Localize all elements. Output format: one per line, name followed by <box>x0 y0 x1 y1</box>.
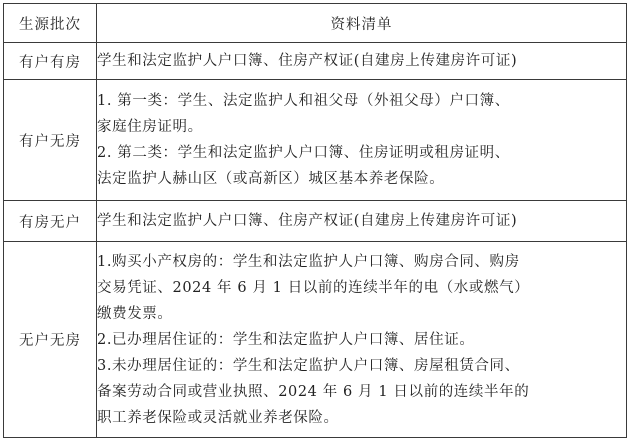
document-line: 学生和法定监护人户口簿、住房产权证(自建房上传建房许可证) <box>97 213 518 229</box>
document-line: 1. 第一类：学生、法定监护人和祖父母（外祖父母）户口簿、 <box>97 93 510 109</box>
document-line: 职工养老保险或灵活就业养老保险。 <box>97 409 339 426</box>
table-row <box>4 201 627 242</box>
row-documents <box>97 80 627 201</box>
document-line: 3.未办理居住证的：学生和法定监护人户口簿、房屋租赁合同、 <box>97 357 520 374</box>
row-category: 有房无户 <box>4 201 97 242</box>
document-line: 家庭住房证明。 <box>97 119 203 135</box>
document-line: 1.购买小产权房的：学生和法定监护人户口簿、购房合同、购房 <box>97 253 520 270</box>
document-line: 2. 第二类：学生和法定监护人户口簿、住房证明或租房证明、 <box>97 145 510 161</box>
table-row <box>4 242 627 438</box>
row-documents <box>97 43 627 80</box>
header-documents: 资料清单 <box>97 4 627 43</box>
table-header-row <box>4 4 627 43</box>
document-line: 学生和法定监护人户口簿、住房产权证(自建房上传建房许可证) <box>97 53 518 69</box>
header-category: 生源批次 <box>4 4 97 43</box>
row-documents <box>97 242 627 438</box>
row-documents <box>97 201 627 242</box>
document-line: 缴费发票。 <box>97 305 173 322</box>
document-line: 2.已办理居住证的：学生和法定监护人户口簿、居住证。 <box>97 331 475 348</box>
document-line: 备案劳动合同或营业执照、2024 年 6 月 1 日以前的连续半年的 <box>97 383 530 400</box>
row-category: 有户无房 <box>4 80 97 201</box>
table-row <box>4 43 627 80</box>
table-row <box>4 80 627 201</box>
document-line: 法定监护人赫山区（或高新区）城区基本养老保险。 <box>97 171 445 187</box>
row-category: 有户有房 <box>4 43 97 80</box>
documents-table <box>3 3 627 438</box>
document-line: 交易凭证、2024 年 6 月 1 日以前的连续半年的电（水或燃气） <box>97 279 530 296</box>
row-category: 无户无房 <box>4 242 97 438</box>
